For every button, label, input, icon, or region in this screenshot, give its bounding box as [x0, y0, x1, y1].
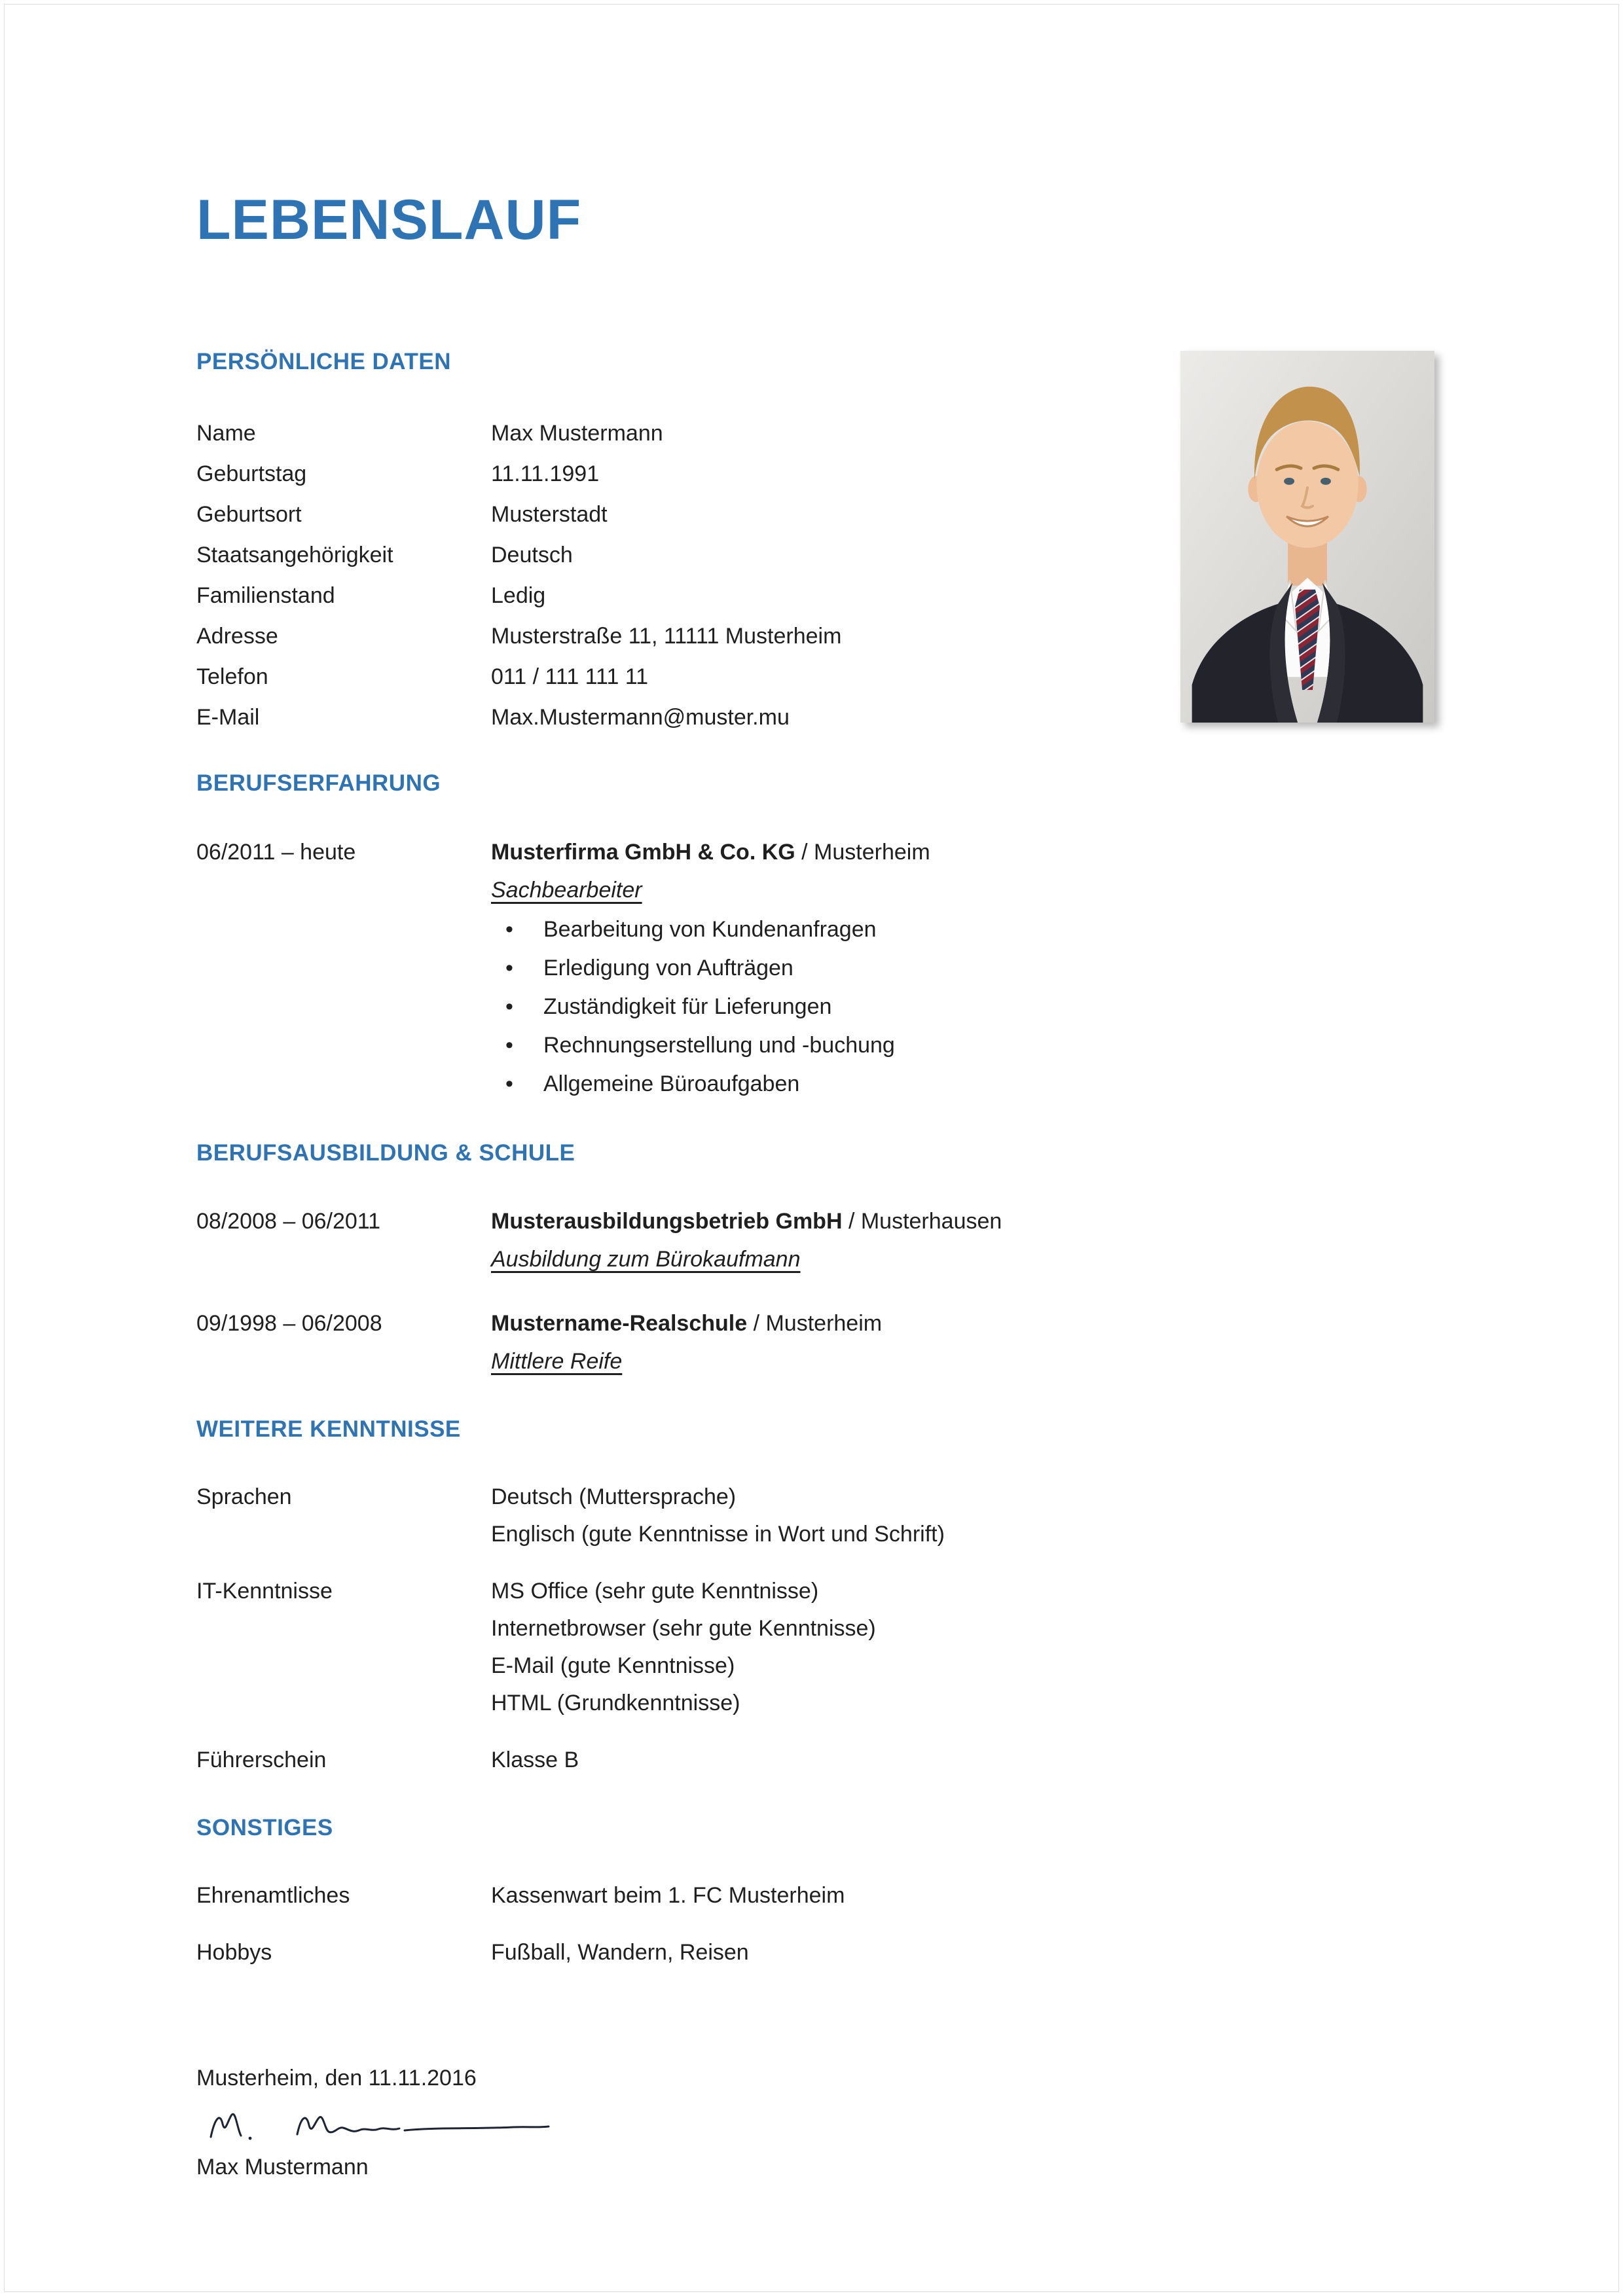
entry-degree: Mittlere Reife — [491, 1348, 623, 1374]
entry-degree: Ausbildung zum Bürokaufmann — [491, 1246, 801, 1272]
entry-organization: Mustername-Realschule — [491, 1310, 748, 1336]
task-item: • Erledigung von Aufträgen — [491, 949, 1433, 988]
section-heading-skills: WEITERE KENNTNISSE — [196, 1416, 461, 1442]
skill-line: E-Mail (gute Kenntnisse) — [491, 1653, 735, 1678]
education-entry — [196, 1202, 1433, 1278]
education-entry — [196, 1304, 1433, 1380]
field-label: Telefon — [196, 664, 268, 690]
entry-role: Sachbearbeiter — [491, 877, 642, 903]
other-line: Fußball, Wandern, Reisen — [491, 1940, 749, 1965]
field-value: Deutsch — [491, 543, 573, 568]
entry-body — [491, 1202, 1433, 1278]
field-value: Musterstadt — [491, 502, 608, 528]
field-value: 011 / 111 111 11 — [491, 664, 649, 690]
entry-period: 06/2011 – heute — [196, 839, 356, 865]
field-value: Ledig — [491, 583, 546, 609]
other-row — [196, 1934, 1433, 1971]
skill-line: Deutsch (Muttersprache) — [491, 1484, 737, 1509]
task-item: • Zuständigkeit für Lieferungen — [491, 988, 1433, 1026]
field-value: Max.Mustermann@muster.mu — [491, 705, 790, 730]
footer — [196, 2065, 1433, 2180]
skill-label: IT-Kenntnisse — [196, 1579, 333, 1604]
skill-line: Internetbrowser (sehr gute Kenntnisse) — [491, 1616, 876, 1641]
section-heading-education: BERUFSAUSBILDUNG & SCHULE — [196, 1139, 575, 1166]
field-label: E-Mail — [196, 705, 260, 730]
experience-entry — [196, 833, 1433, 1103]
section-heading-experience: BERUFSERFAHRUNG — [196, 770, 441, 797]
entry-body — [491, 833, 1433, 1103]
field-label: Familienstand — [196, 583, 335, 609]
task-item: • Allgemeine Büroaufgaben — [491, 1065, 1433, 1103]
page-title: LEBENSLAUF — [196, 188, 582, 251]
entry-location: / Musterheim — [747, 1310, 883, 1336]
entry-location: / Musterhausen — [842, 1208, 1002, 1234]
task-list — [491, 910, 1433, 1103]
entry-body — [491, 1304, 1433, 1380]
skill-values — [491, 1479, 1433, 1553]
skill-row — [196, 1479, 1433, 1553]
section-skills — [196, 1416, 1433, 1779]
section-heading-other: SONSTIGES — [196, 1815, 333, 1840]
skill-line: Englisch (gute Kenntnisse in Wort und Schrift) — [491, 1522, 945, 1547]
other-values — [491, 1877, 1433, 1914]
entry-organization: Musterfirma GmbH & Co. KG — [491, 839, 795, 865]
task-item: • Bearbeitung von Kundenanfragen — [491, 910, 1433, 949]
entry-org-line — [491, 1202, 1433, 1240]
skill-label: Sprachen — [196, 1484, 292, 1509]
entry-location: / Musterheim — [795, 839, 930, 865]
section-education — [196, 1140, 1433, 1380]
entry-organization: Musterausbildungsbetrieb GmbH — [491, 1208, 843, 1234]
skill-values — [491, 1742, 1433, 1779]
skill-values — [491, 1573, 1433, 1722]
task-item: • Rechnungserstellung und -buchung — [491, 1026, 1433, 1065]
skill-row — [196, 1573, 1433, 1722]
section-experience — [196, 770, 1433, 1103]
signature-name: Max Mustermann — [196, 2155, 369, 2180]
skill-label: Führerschein — [196, 1748, 327, 1772]
place-and-date: Musterheim, den 11.11.2016 — [196, 2066, 477, 2091]
other-line: Kassenwart beim 1. FC Musterheim — [491, 1883, 845, 1909]
field-value: 11.11.1991 — [491, 461, 600, 487]
field-label: Staatsangehörigkeit — [196, 543, 393, 568]
entry-period: 08/2008 – 06/2011 — [196, 1208, 381, 1234]
field-label: Geburtsort — [196, 502, 302, 528]
skill-line: Klasse B — [491, 1748, 579, 1772]
portrait-photo — [1180, 351, 1434, 723]
field-label: Geburtstag — [196, 461, 307, 487]
portrait-illustration — [1180, 351, 1434, 723]
entry-org-line — [491, 833, 1433, 871]
entry-period: 09/1998 – 06/2008 — [196, 1310, 382, 1336]
field-label: Name — [196, 421, 256, 446]
section-other — [196, 1815, 1433, 1971]
other-label: Ehrenamtliches — [196, 1883, 350, 1909]
skills-rows — [196, 1479, 1433, 1779]
other-row — [196, 1877, 1433, 1914]
other-rows — [196, 1877, 1433, 1971]
other-label: Hobbys — [196, 1940, 272, 1965]
skill-line: HTML (Grundkenntnisse) — [491, 1691, 740, 1715]
field-value: Musterstraße 11, 11111 Musterheim — [491, 624, 842, 649]
skill-row — [196, 1742, 1433, 1779]
skill-line: MS Office (sehr gute Kenntnisse) — [491, 1579, 819, 1604]
section-heading-personal: PERSÖNLICHE DATEN — [196, 349, 451, 374]
field-label: Adresse — [196, 624, 278, 649]
handwritten-signature — [200, 2096, 567, 2153]
other-values — [491, 1934, 1433, 1971]
field-value: Max Mustermann — [491, 421, 663, 446]
entry-org-line — [491, 1304, 1433, 1342]
